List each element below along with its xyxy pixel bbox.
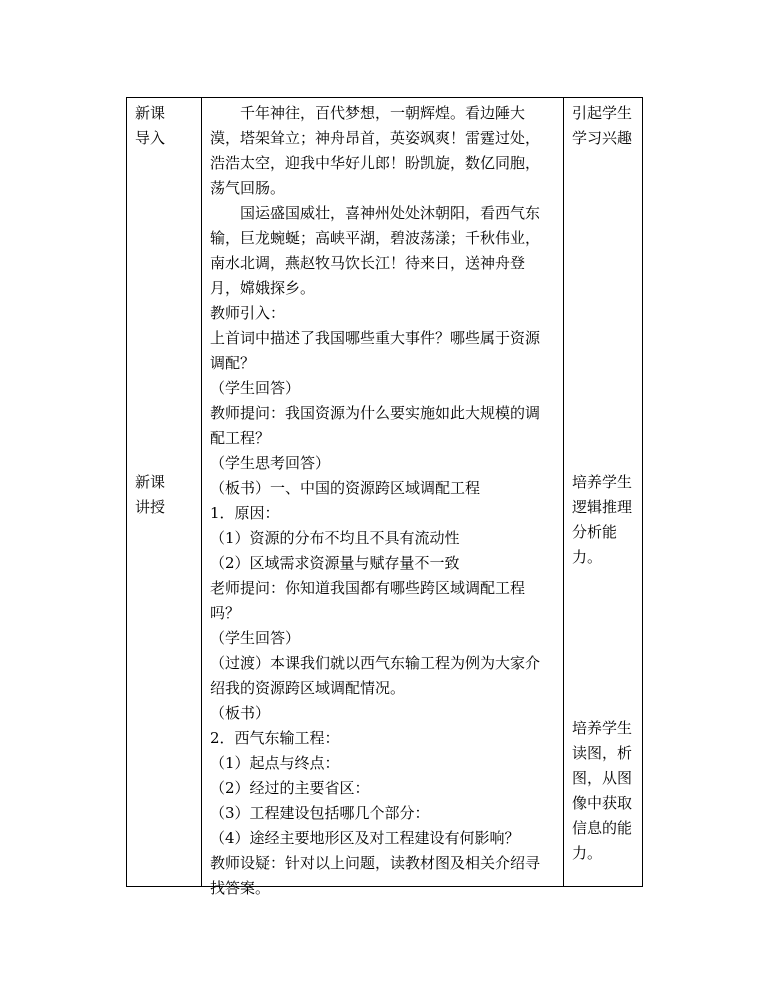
content-line: 吗？ <box>210 604 241 622</box>
content-line: 2．西气东输工程： <box>210 729 340 747</box>
poem-line: 输，巨龙蜿蜒；高峡平湖，碧波荡漾；千秋伟业， <box>210 229 541 247</box>
teaching-content <box>210 101 560 901</box>
stage-label-line: 讲授 <box>135 498 166 516</box>
poem-line: 月，嫦娥探乡。 <box>210 279 316 297</box>
poem-line: 国运盛国威壮，喜神州处处沐朝阳，看西气东 <box>240 204 541 222</box>
goal-line: 引起学生 <box>572 104 633 122</box>
poem-line: 浩浩太空，迎我中华好儿郎！盼凯旋，数亿同胞， <box>210 154 541 172</box>
content-line: （学生思考回答） <box>210 454 331 472</box>
content-line: （4）途经主要地形区及对工程建设有何影响？ <box>210 829 520 847</box>
poem-line: 千年神往，百代梦想，一朝辉煌。看边陲大 <box>240 104 526 122</box>
column-divider <box>563 98 564 886</box>
goal-line: 培养学生 <box>572 719 633 737</box>
content-line: （板书） <box>210 704 271 722</box>
content-line: （2）区域需求资源量与赋存量不一致 <box>210 554 460 572</box>
content-line: 老师提问：你知道我国都有哪些跨区域调配工程 <box>210 579 526 597</box>
content-line: 教师提问：我国资源为什么要实施如此大规模的调 <box>210 404 541 422</box>
content-line: 调配？ <box>210 354 256 372</box>
goal-map-reading <box>572 716 637 866</box>
content-line: （1）起点与终点： <box>210 754 340 772</box>
content-line: （1）资源的分布不均且不具有流动性 <box>210 529 460 547</box>
goal-logic <box>572 470 637 570</box>
goal-line: 逻辑推理 <box>572 498 633 516</box>
content-line: （过渡）本课我们就以西气东输工程为例为大家介 <box>210 654 541 672</box>
content-line: 教师设疑：针对以上问题，读教材图及相关介绍寻 <box>210 854 541 872</box>
content-line: （学生回答） <box>210 379 301 397</box>
goal-line: 读图，析 <box>572 744 633 762</box>
content-line: （3）工程建设包括哪几个部分： <box>210 804 430 822</box>
content-line: 绍我的资源跨区域调配情况。 <box>210 679 406 697</box>
stage-label-line: 导入 <box>135 129 166 147</box>
goal-line: 分析能 <box>572 523 618 541</box>
goal-line: 图，从图 <box>572 769 633 787</box>
content-line: 配工程？ <box>210 429 271 447</box>
goal-interest <box>572 101 637 151</box>
stage-label-lecture <box>135 470 195 520</box>
goal-line: 力。 <box>572 844 603 862</box>
goal-line: 像中获取 <box>572 794 633 812</box>
poem-line: 漠，塔架耸立；神舟昂首，英姿飒爽！雷霆过处， <box>210 129 541 147</box>
stage-label-line: 新课 <box>135 104 166 122</box>
goal-line: 信息的能 <box>572 819 633 837</box>
content-line: （2）经过的主要省区： <box>210 779 370 797</box>
goal-line: 培养学生 <box>572 473 633 491</box>
stage-label-intro <box>135 101 195 151</box>
content-line: （板书）一、中国的资源跨区域调配工程 <box>210 479 481 497</box>
column-divider <box>201 98 202 886</box>
goal-line: 力。 <box>572 548 603 566</box>
poem-line: 荡气回肠。 <box>210 179 286 197</box>
lesson-table <box>126 97 643 897</box>
content-line: 教师引入： <box>210 304 286 322</box>
content-line: 1．原因： <box>210 504 280 522</box>
content-line: （学生回答） <box>210 629 301 647</box>
goal-line: 学习兴趣 <box>572 129 633 147</box>
content-line: 找答案。 <box>210 879 271 897</box>
content-line: 上首词中描述了我国哪些重大事件？哪些属于资源 <box>210 329 541 347</box>
poem-line: 南水北调，燕赵牧马饮长江！待来日，送神舟登 <box>210 254 526 272</box>
stage-label-line: 新课 <box>135 473 166 491</box>
